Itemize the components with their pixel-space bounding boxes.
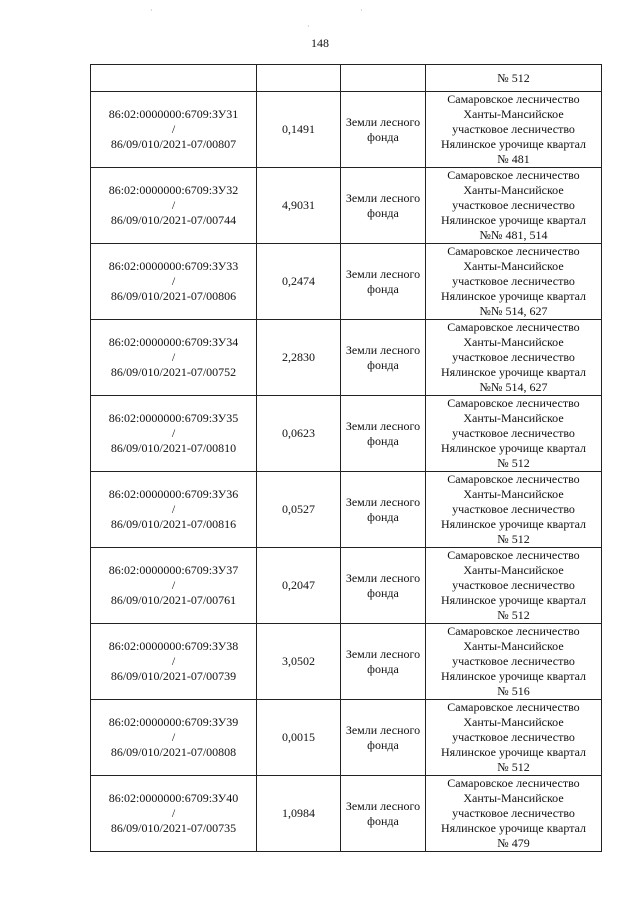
- table-row: [91, 700, 602, 776]
- cadastral-cell: [91, 548, 257, 624]
- location-line: Ханты-Мансийское: [463, 715, 564, 729]
- cadastral-number: 86:02:0000000:6709:ЗУ34: [108, 335, 239, 349]
- location-line: Самаровское лесничество: [447, 396, 580, 410]
- area-cell: 0,1491: [257, 92, 341, 168]
- category-cell: Земли лесного фонда: [341, 396, 426, 472]
- location-cell: [426, 776, 602, 852]
- registration-number: 86/09/010/2021-07/00807: [110, 137, 237, 151]
- registration-number: 86/09/010/2021-07/00761: [110, 593, 237, 607]
- location-line: участковое лесничество: [452, 806, 575, 820]
- location-line: Самаровское лесничество: [447, 700, 580, 714]
- separator: /: [171, 122, 176, 136]
- cadastral-number: 86:02:0000000:6709:ЗУ37: [108, 563, 239, 577]
- location-cell: [426, 92, 602, 168]
- area-cell: 0,0623: [257, 396, 341, 472]
- registration-number: 86/09/010/2021-07/00739: [110, 669, 237, 683]
- location-line: № 516: [497, 684, 530, 698]
- separator: /: [171, 502, 176, 516]
- location-line: Самаровское лесничество: [447, 168, 580, 182]
- separator: /: [171, 806, 176, 820]
- scan-speck: ·: [307, 22, 310, 31]
- table-row: [91, 776, 602, 852]
- cadastral-number: 86:02:0000000:6709:ЗУ39: [108, 715, 239, 729]
- cad-cell: [91, 65, 257, 92]
- location-line: участковое лесничество: [452, 426, 575, 440]
- category-cell: Земли лесного фонда: [341, 168, 426, 244]
- land-plots-table: [90, 64, 602, 852]
- area-cell: 2,2830: [257, 320, 341, 396]
- separator: /: [171, 730, 176, 744]
- location-line: Ханты-Мансийское: [463, 259, 564, 273]
- cadastral-number: 86:02:0000000:6709:ЗУ31: [108, 107, 239, 121]
- category-cell: Земли лесного фонда: [341, 244, 426, 320]
- page-number: 148: [311, 36, 329, 50]
- category-cell: Земли лесного фонда: [341, 700, 426, 776]
- location-cell: [426, 548, 602, 624]
- registration-number: 86/09/010/2021-07/00806: [110, 289, 237, 303]
- cadastral-cell: [91, 472, 257, 548]
- location-line: Самаровское лесничество: [447, 472, 580, 486]
- category-cell: Земли лесного фонда: [341, 624, 426, 700]
- location-line: Ханты-Мансийское: [463, 183, 564, 197]
- table-body: [91, 65, 602, 852]
- location-line: Нялинское урочище квартал: [440, 745, 587, 759]
- location-line: Ханты-Мансийское: [463, 563, 564, 577]
- table-row: [91, 168, 602, 244]
- location-line: Ханты-Мансийское: [463, 639, 564, 653]
- location-line: № 512: [497, 760, 530, 774]
- location-cell: [426, 396, 602, 472]
- cadastral-number: 86:02:0000000:6709:ЗУ36: [108, 487, 239, 501]
- location-cell: [426, 472, 602, 548]
- location-line: № 512: [497, 532, 530, 546]
- separator: /: [171, 350, 176, 364]
- location-line: участковое лесничество: [452, 730, 575, 744]
- cadastral-number: 86:02:0000000:6709:ЗУ33: [108, 259, 239, 273]
- cadastral-cell: [91, 396, 257, 472]
- location-line: Самаровское лесничество: [447, 776, 580, 790]
- location-line: № 481: [497, 152, 530, 166]
- cadastral-cell: [91, 624, 257, 700]
- category-cell: Земли лесного фонда: [341, 776, 426, 852]
- separator: /: [171, 426, 176, 440]
- separator: /: [171, 654, 176, 668]
- table-row: [91, 320, 602, 396]
- area-cell: 1,0984: [257, 776, 341, 852]
- cadastral-number: 86:02:0000000:6709:ЗУ38: [108, 639, 239, 653]
- location-cell: № 512: [426, 65, 602, 92]
- location-line: Ханты-Мансийское: [463, 791, 564, 805]
- category-cell: Земли лесного фонда: [341, 472, 426, 548]
- category-cell: Земли лесного фонда: [341, 320, 426, 396]
- location-line: №№ 481, 514: [479, 228, 548, 242]
- category-cell: [341, 65, 426, 92]
- registration-number: 86/09/010/2021-07/00808: [110, 745, 237, 759]
- location-line: № 479: [497, 836, 530, 850]
- location-line: Самаровское лесничество: [447, 92, 580, 106]
- area-cell: 0,2047: [257, 548, 341, 624]
- separator: /: [171, 198, 176, 212]
- cadastral-number: 86:02:0000000:6709:ЗУ32: [108, 183, 239, 197]
- location-line: участковое лесничество: [452, 502, 575, 516]
- scan-speck: ·: [360, 6, 363, 15]
- area-cell: 3,0502: [257, 624, 341, 700]
- area-cell: 0,0527: [257, 472, 341, 548]
- location-line: Нялинское урочище квартал: [440, 365, 587, 379]
- cadastral-cell: [91, 92, 257, 168]
- area-cell: 0,0015: [257, 700, 341, 776]
- location-line: участковое лесничество: [452, 578, 575, 592]
- location-line: Самаровское лесничество: [447, 624, 580, 638]
- cadastral-number: 86:02:0000000:6709:ЗУ40: [108, 791, 239, 805]
- registration-number: 86/09/010/2021-07/00816: [110, 517, 237, 531]
- cadastral-cell: [91, 244, 257, 320]
- category-cell: Земли лесного фонда: [341, 92, 426, 168]
- registration-number: 86/09/010/2021-07/00735: [110, 821, 237, 835]
- table-row: [91, 92, 602, 168]
- location-line: Самаровское лесничество: [447, 548, 580, 562]
- table-row: [91, 624, 602, 700]
- location-line: участковое лесничество: [452, 350, 575, 364]
- location-line: Ханты-Мансийское: [463, 411, 564, 425]
- registration-number: 86/09/010/2021-07/00744: [110, 213, 237, 227]
- location-line: Самаровское лесничество: [447, 320, 580, 334]
- registration-number: 86/09/010/2021-07/00810: [110, 441, 237, 455]
- area-cell: 4,9031: [257, 168, 341, 244]
- separator: /: [171, 274, 176, 288]
- table-row: [91, 472, 602, 548]
- location-line: №№ 514, 627: [479, 304, 548, 318]
- location-line: Ханты-Мансийское: [463, 335, 564, 349]
- continued-row: [91, 65, 602, 92]
- location-line: №№ 514, 627: [479, 380, 548, 394]
- area-cell: 0,2474: [257, 244, 341, 320]
- cadastral-cell: [91, 320, 257, 396]
- area-cell: [257, 65, 341, 92]
- location-line: Нялинское урочище квартал: [440, 821, 587, 835]
- location-cell: [426, 320, 602, 396]
- location-line: Нялинское урочище квартал: [440, 517, 587, 531]
- location-line: № 512: [497, 456, 530, 470]
- registration-number: 86/09/010/2021-07/00752: [110, 365, 237, 379]
- table-row: [91, 548, 602, 624]
- location-line: Нялинское урочище квартал: [440, 441, 587, 455]
- separator: /: [171, 578, 176, 592]
- location-cell: [426, 624, 602, 700]
- location-line: Ханты-Мансийское: [463, 107, 564, 121]
- location-line: участковое лесничество: [452, 198, 575, 212]
- location-line: № 512: [497, 608, 530, 622]
- location-cell: [426, 244, 602, 320]
- location-line: участковое лесничество: [452, 654, 575, 668]
- location-cell: [426, 168, 602, 244]
- location-line: Ханты-Мансийское: [463, 487, 564, 501]
- location-line: Нялинское урочище квартал: [440, 669, 587, 683]
- category-cell: Земли лесного фонда: [341, 548, 426, 624]
- cadastral-cell: [91, 168, 257, 244]
- scan-speck: ·: [150, 6, 153, 15]
- cadastral-number: 86:02:0000000:6709:ЗУ35: [108, 411, 239, 425]
- location-line: Самаровское лесничество: [447, 244, 580, 258]
- cadastral-cell: [91, 776, 257, 852]
- table-row: [91, 244, 602, 320]
- location-line: Нялинское урочище квартал: [440, 213, 587, 227]
- location-line: Нялинское урочище квартал: [440, 289, 587, 303]
- location-line: Нялинское урочище квартал: [440, 593, 587, 607]
- location-line: Нялинское урочище квартал: [440, 137, 587, 151]
- table-row: [91, 396, 602, 472]
- location-line: участковое лесничество: [452, 274, 575, 288]
- location-cell: [426, 700, 602, 776]
- cadastral-cell: [91, 700, 257, 776]
- location-line: участковое лесничество: [452, 122, 575, 136]
